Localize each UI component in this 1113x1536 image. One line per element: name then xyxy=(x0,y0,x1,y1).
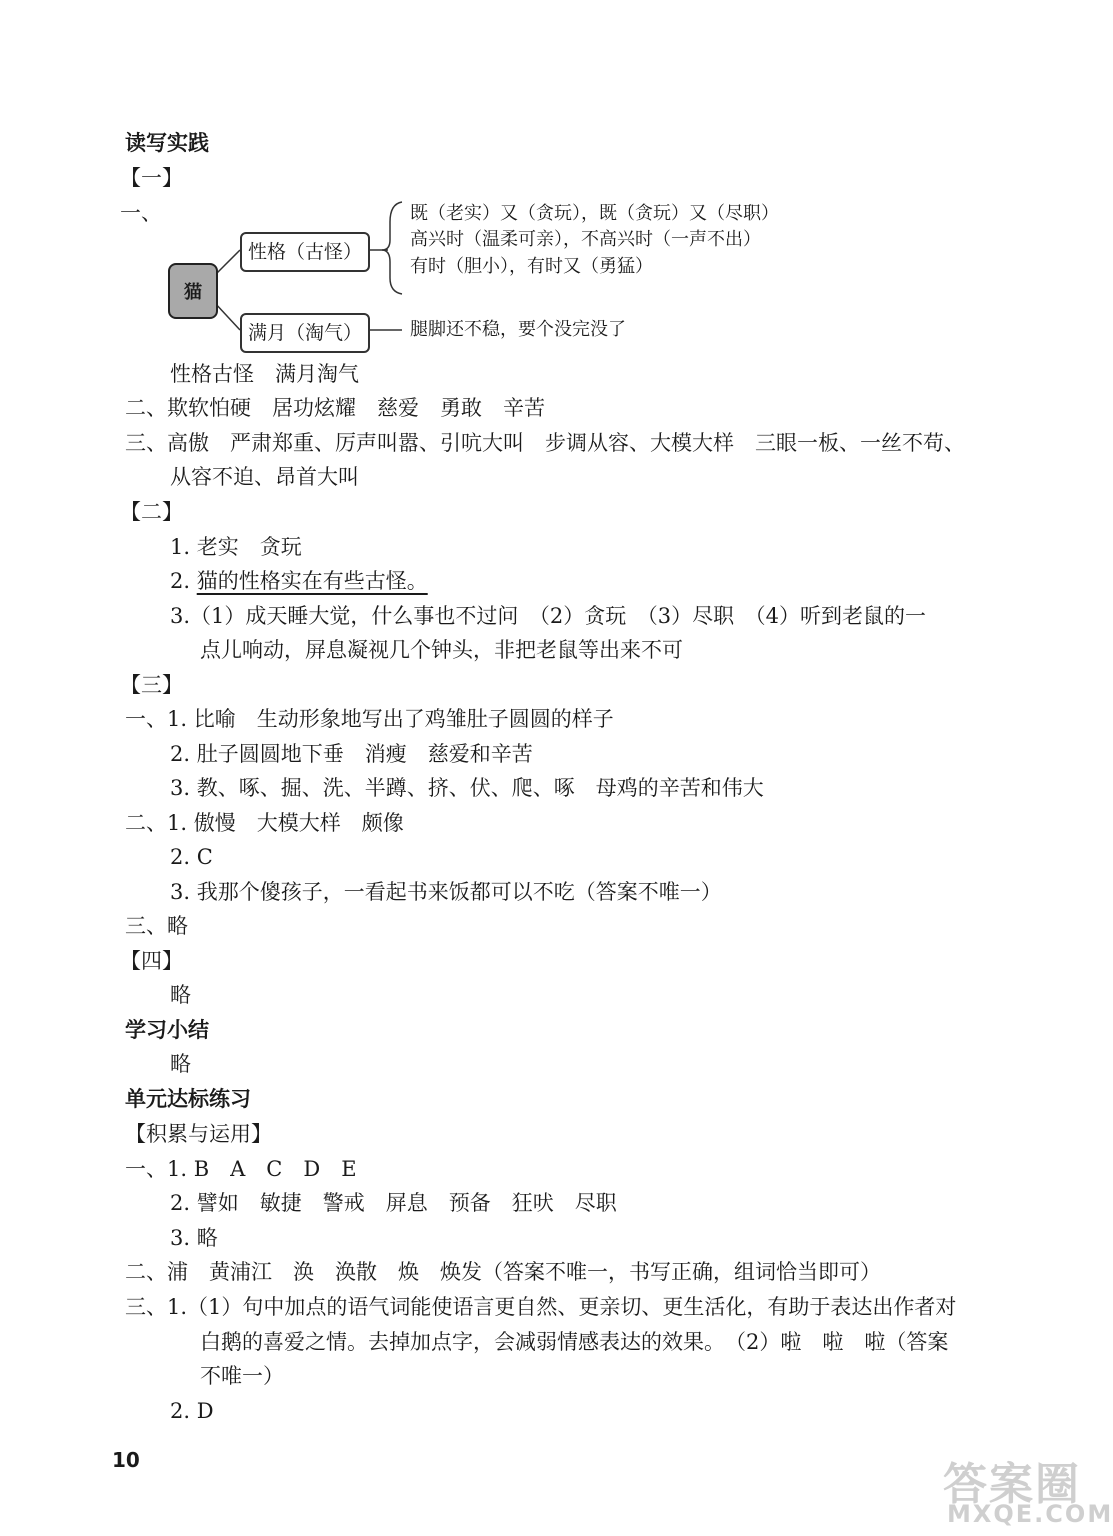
full-month-box: 满月（淘气） xyxy=(240,313,370,353)
part2-answer-3-line-2: 点儿响动，屏息凝视几个钟头，非把老鼠等出来不可 xyxy=(200,638,683,662)
part-label-2: 【二】 xyxy=(120,500,183,524)
unit-line-6: 白鹅的喜爱之情。去掉加点字，会减弱情感表达的效果。 （2）啦 啦 啦（答案 xyxy=(200,1330,949,1354)
page-number: 10 xyxy=(112,1448,140,1472)
part2-answer-3-line-1: 3.（1）成天睡大觉，什么事也不过问 （2）贪玩 （3）尽职 （4）听到老鼠的一 xyxy=(170,604,926,628)
part-label-3: 【三】 xyxy=(120,673,183,697)
part2-answer-1: 1. 老实 贪玩 xyxy=(170,535,302,559)
mind-map-connectors xyxy=(0,0,1113,400)
part3-line-6: 3. 我那个傻孩子，一看起书来饭都可以不吃（答案不唯一） xyxy=(170,880,722,904)
answer-3-line-2: 从容不迫、昂首大叫 xyxy=(170,465,359,489)
unit-line-8: 2. D xyxy=(170,1399,214,1423)
part-label-4: 【四】 xyxy=(120,949,183,973)
section-title-unit-practice: 单元达标练习 xyxy=(125,1087,251,1111)
part3-line-1: 一、1. 比喻 生动形象地写出了鸡雏肚子圆圆的样子 xyxy=(125,707,614,731)
unit-line-4: 二、浦 黄浦江 涣 涣散 焕 焕发（答案不唯一，书写正确，组词恰当即可） xyxy=(125,1260,881,1284)
part3-line-3: 3. 教、啄、掘、洗、半蹲、挤、伏、爬、啄 母鸡的辛苦和伟大 xyxy=(170,776,764,800)
part2-answer-2-underlined: 猫的性格实在有些古怪。 xyxy=(196,569,428,593)
personality-trait-3: 有时（胆小），有时又（勇猛） xyxy=(410,256,653,277)
watermark-domain: MXQE.COM xyxy=(947,1500,1113,1528)
part2-answer-2 xyxy=(170,571,428,592)
question-label-1: 一、 xyxy=(120,201,162,225)
part4-answer: 略 xyxy=(170,983,191,1007)
summary-answer: 略 xyxy=(170,1052,191,1076)
full-month-trait: 腿脚还不稳，要个没完没了 xyxy=(410,319,626,340)
section-title-reading-writing: 读写实践 xyxy=(125,131,209,155)
unit-line-5: 三、1.（1）句中加点的语气词能使语言更自然、更亲切、更生活化，有助于表达出作者对 xyxy=(125,1295,957,1319)
watermark-text: 答案圈 xyxy=(943,1459,1081,1510)
unit-line-1: 一、1. B A C D E xyxy=(125,1157,357,1181)
part3-line-4: 二、1. 傲慢 大模大样 颇像 xyxy=(125,811,404,835)
personality-box: 性格（古怪） xyxy=(240,232,370,272)
answer-1-summary: 性格古怪 满月淘气 xyxy=(170,362,359,386)
unit-subsection-label: 【积累与运用】 xyxy=(125,1122,272,1146)
unit-line-2: 2. 譬如 敏捷 警戒 屏息 预备 狂吠 尽职 xyxy=(170,1191,617,1215)
answer-2: 二、欺软怕硬 居功炫耀 慈爱 勇敢 辛苦 xyxy=(125,396,545,420)
personality-trait-1: 既（老实）又（贪玩），既（贪玩）又（尽职） xyxy=(410,203,779,224)
unit-line-7: 不唯一） xyxy=(200,1364,284,1388)
part3-line-2: 2. 肚子圆圆地下垂 消瘦 慈爱和辛苦 xyxy=(170,742,533,766)
cat-node: 猫 xyxy=(168,263,218,319)
part3-line-5: 2. C xyxy=(170,845,213,869)
section-title-summary: 学习小结 xyxy=(125,1018,209,1042)
unit-line-3: 3. 略 xyxy=(170,1226,218,1250)
personality-trait-2: 高兴时（温柔可亲），不高兴时（一声不出） xyxy=(410,229,761,250)
part3-line-7: 三、略 xyxy=(125,914,188,938)
part-label-1: 【一】 xyxy=(120,166,183,190)
answer-3-line-1: 三、高傲 严肃郑重、厉声叫嚣、引吭大叫 步调从容、大模大样 三眼一板、一丝不苟、 xyxy=(125,431,965,455)
part2-answer-2-number: 2. xyxy=(170,569,197,593)
watermark-logo xyxy=(943,1448,1113,1528)
